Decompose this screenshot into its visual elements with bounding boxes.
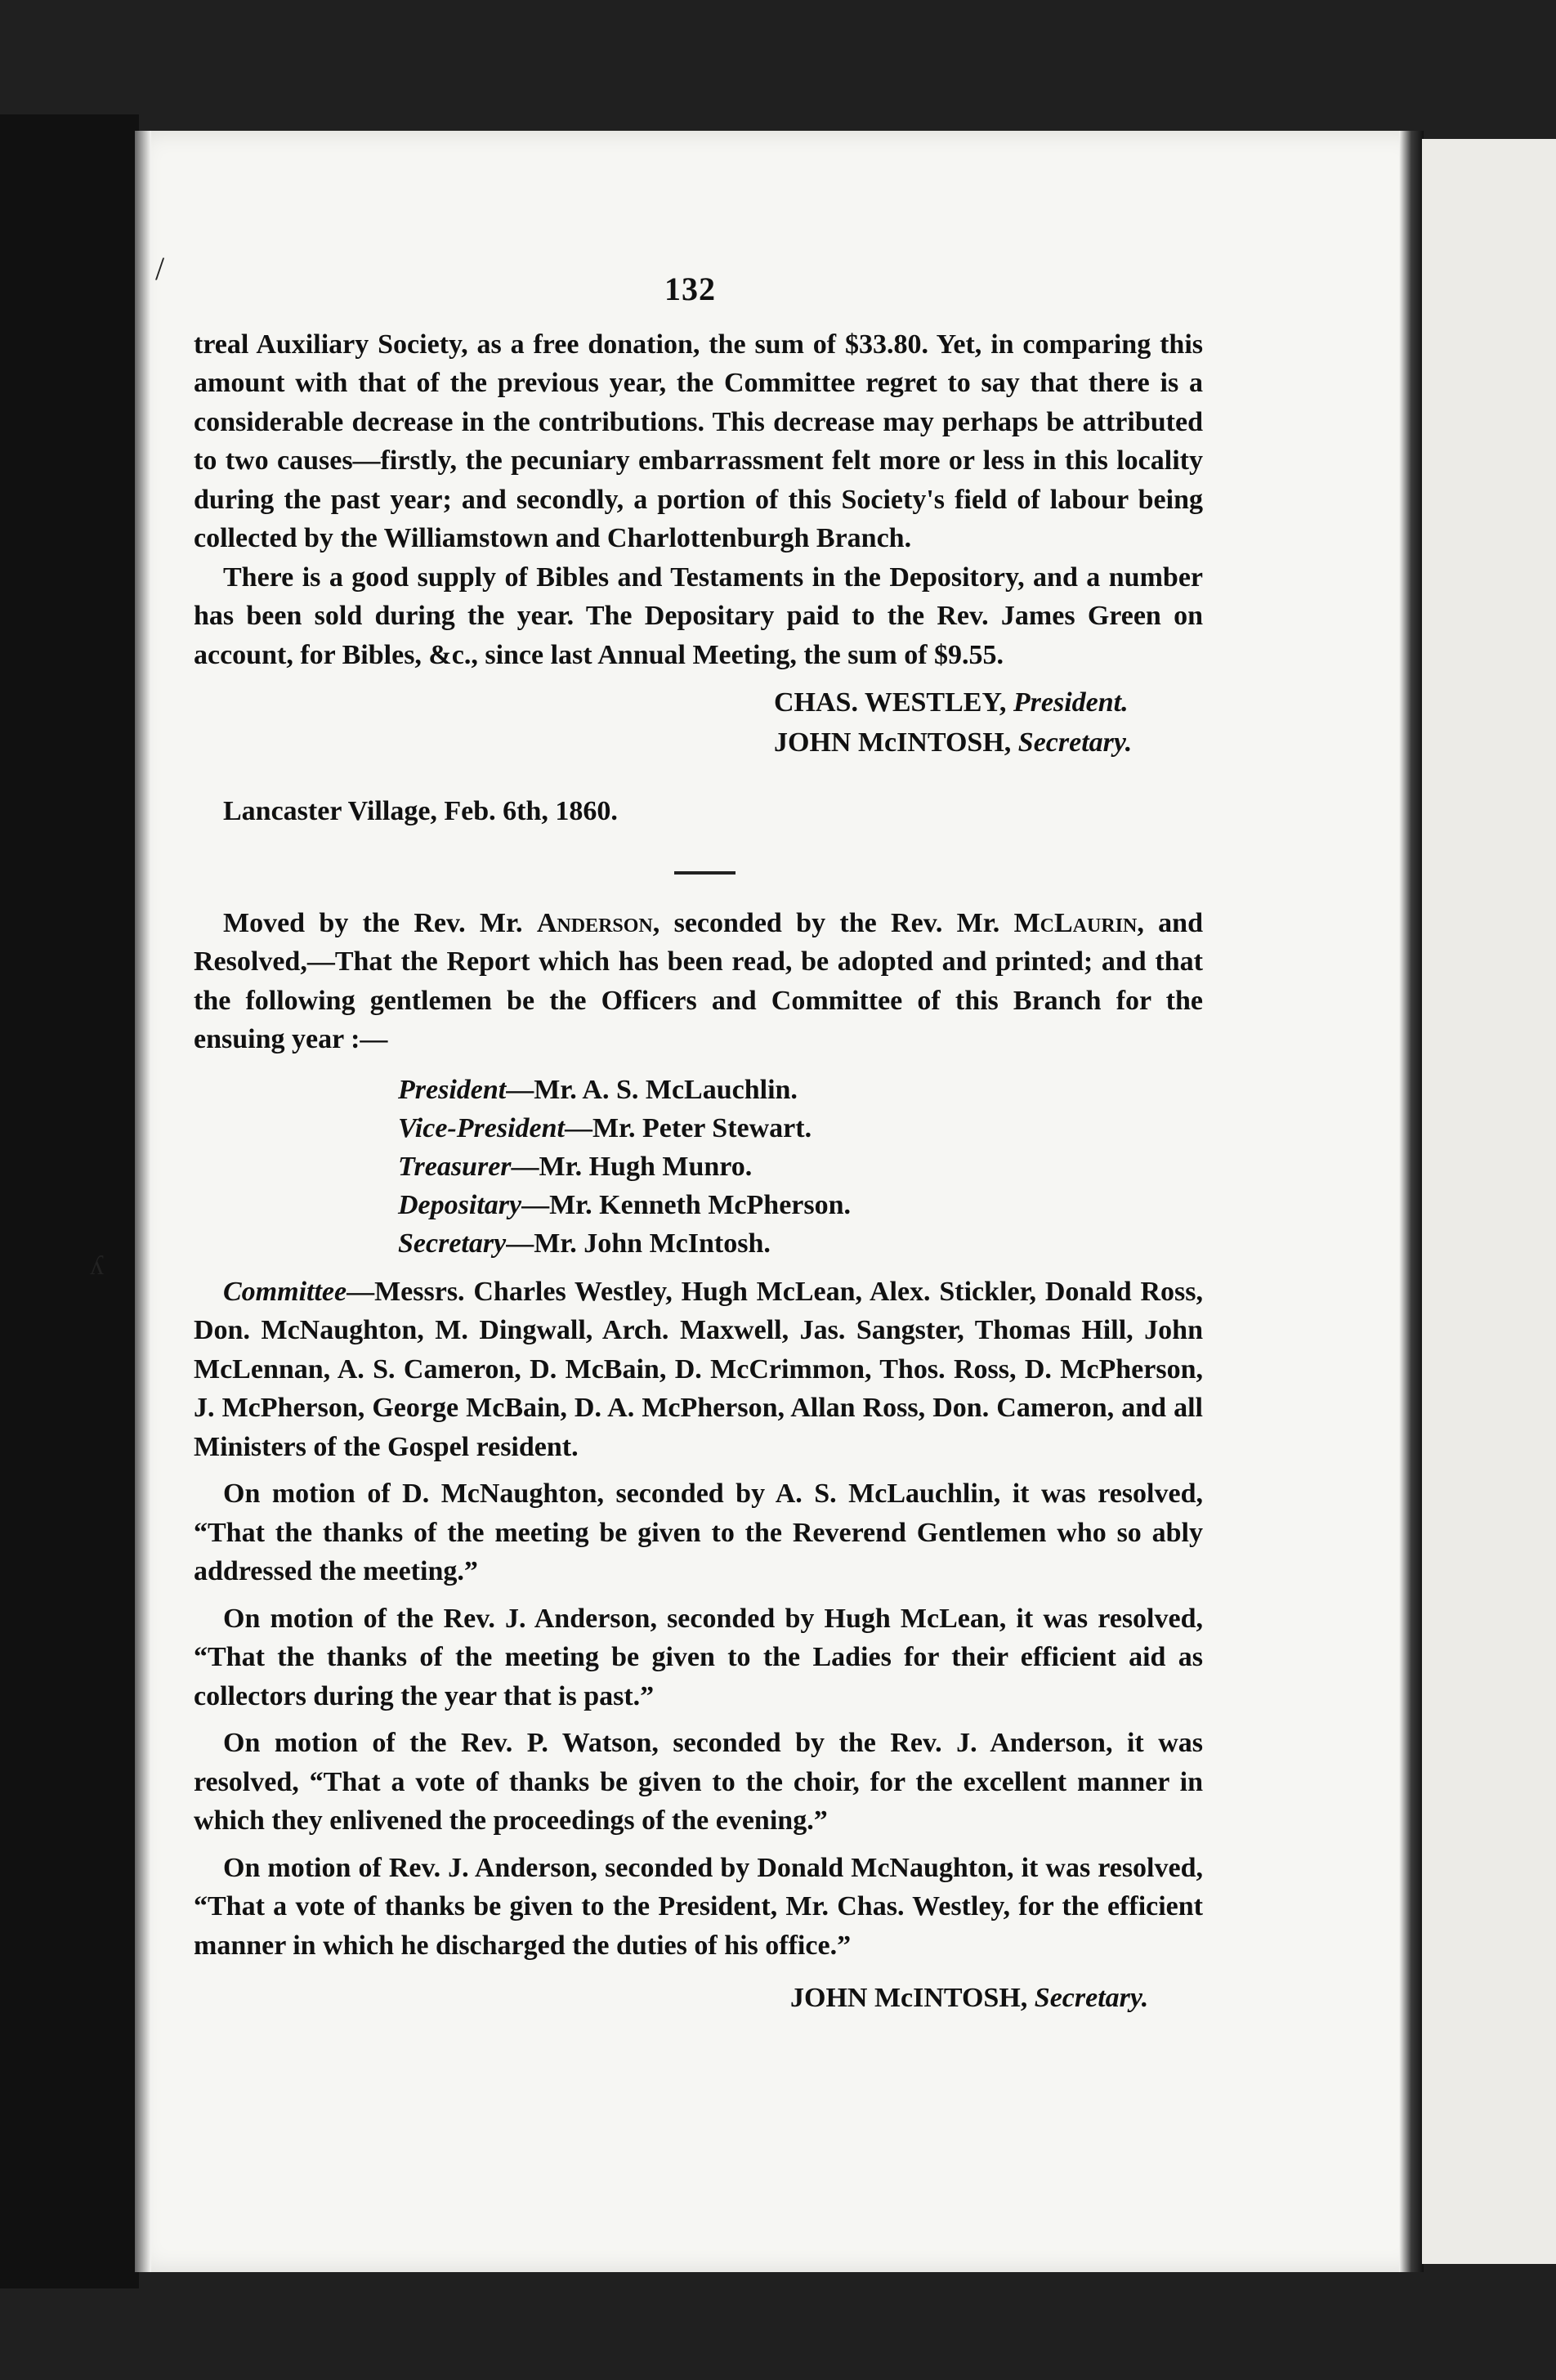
officer-row [398, 1224, 1203, 1263]
page-left-shadow [135, 131, 151, 2272]
page-number: 132 [664, 271, 716, 307]
resolution-mid: , seconded by the Rev. Mr. [652, 907, 1014, 938]
officer-name: —Mr. Hugh Munro. [511, 1151, 753, 1182]
officer-role: Vice-President [398, 1112, 565, 1143]
motion-paragraph: On motion of the Rev. P. Watson, seconded by the Rev. J. Anderson, it was resolved, “That a vote of thanks be given to the choir, for the excellent manner in which they enlivened the proceedings of the evening.” [194, 1728, 1203, 1836]
officer-row [398, 1148, 1203, 1186]
signature-name: CHAS. WESTLEY, [774, 687, 1007, 718]
officer-row [398, 1109, 1203, 1148]
signature-secretary [194, 722, 1203, 763]
paragraph-resolution [194, 904, 1203, 1059]
book-binding-edge [0, 114, 139, 2288]
officer-role: President [398, 1074, 507, 1105]
officer-role: Treasurer [398, 1151, 512, 1182]
ink-mark-icon: ʎ [90, 1250, 104, 1281]
paragraph-depository: There is a good supply of Bibles and Testaments in the Depository, and a number has been sold during the year. The Depositary paid to the Rev. James Green on account, for Bibles, &c., since last Annual Meeting, the sum of $9.55. [194, 561, 1203, 670]
page-text [194, 270, 1203, 2018]
signature-secretary-final [194, 1978, 1203, 2018]
officer-name: —Mr. Peter Stewart. [564, 1112, 812, 1143]
resolution-rest: , and Resolved,—That the Report which has been read, be adopted and printed; and that the following gentlemen be the Officers and Committee of this Branch for the ensuing year :— [194, 907, 1203, 1054]
signature-title: Secretary. [1034, 1983, 1149, 2013]
motion-paragraph: On motion of Rev. J. Anderson, seconded by Donald McNaughton, it was resolved, “That a vote of thanks be given to the President, Mr. Chas. Westley, for the efficient manner in which he discharged the duties of his office.” [194, 1852, 1203, 1961]
motion-paragraph: On motion of D. McNaughton, seconded by A. S. McLauchlin, it was resolved, “That the thanks of the meeting be given to the Reverend Gentlemen who so ably addressed the meeting.” [194, 1479, 1203, 1586]
officer-name: —Mr. Kenneth McPherson. [521, 1189, 852, 1220]
officer-row [398, 1071, 1203, 1109]
committee-members: —Messrs. Charles Westley, Hugh McLean, Alex. Stickler, Donald Ross, Don. McNaughton, M. Dingwall, Arch. Maxwell, Jas. Sangster, Thomas Hill, John McLennan, A. S. Cameron, D. McBain, D. McCrimmon, Thos. Ross, D. McPherson, J. McPherson, George McBain, D. A. McPherson, Allan Ross, Don. Cameron, and all Ministers of the Gospel resident. [194, 1276, 1203, 1462]
signature-title: President. [1013, 687, 1129, 718]
resolution-seconder: McLaurin [1013, 907, 1138, 938]
signature-name: JOHN McINTOSH, [790, 1983, 1028, 2013]
resolution-lead: Moved by the Rev. Mr. [223, 907, 537, 938]
officer-row [398, 1186, 1203, 1224]
signature-president [194, 682, 1203, 722]
motion-paragraph: On motion of the Rev. J. Anderson, seconded by Hugh McLean, it was resolved, “That the thanks of the meeting be given to the Ladies for their efficient aid as collectors during the year that is past.” [194, 1603, 1203, 1711]
signature-name: JOHN McINTOSH, [774, 727, 1012, 758]
resolution-mover: Anderson [536, 907, 653, 938]
paragraph-committee [194, 1273, 1203, 1467]
place-date: Lancaster Village, Feb. 6th, 1860. [223, 796, 618, 826]
ink-mark-icon: / [155, 250, 165, 287]
officer-role: Secretary [398, 1228, 507, 1259]
officers-list [194, 1071, 1203, 1263]
paragraph-contributions: treal Auxiliary Society, as a free donation, the sum of $33.80. Yet, in comparing this amount with that of the previous year, the Committee regret to say that there is a considerable decrease in the contributions. This decrease may perhaps be attributed to two causes—firstly, the pecuniary embarrassment felt more or less in this locality during the past year; and secondly, a portion of this Society's field of labour being collected by the Williamstown and Charlottenburgh Branch. [194, 329, 1203, 553]
signature-title: Secretary. [1017, 727, 1133, 758]
section-divider [674, 871, 736, 875]
committee-label: Committee [223, 1276, 347, 1307]
facing-page-edge [1422, 139, 1556, 2264]
page-gutter [1399, 131, 1424, 2272]
officer-name: —Mr. John McIntosh. [506, 1228, 771, 1259]
officer-name: —Mr. A. S. McLauchlin. [506, 1074, 798, 1105]
officer-role: Depositary [398, 1189, 522, 1220]
